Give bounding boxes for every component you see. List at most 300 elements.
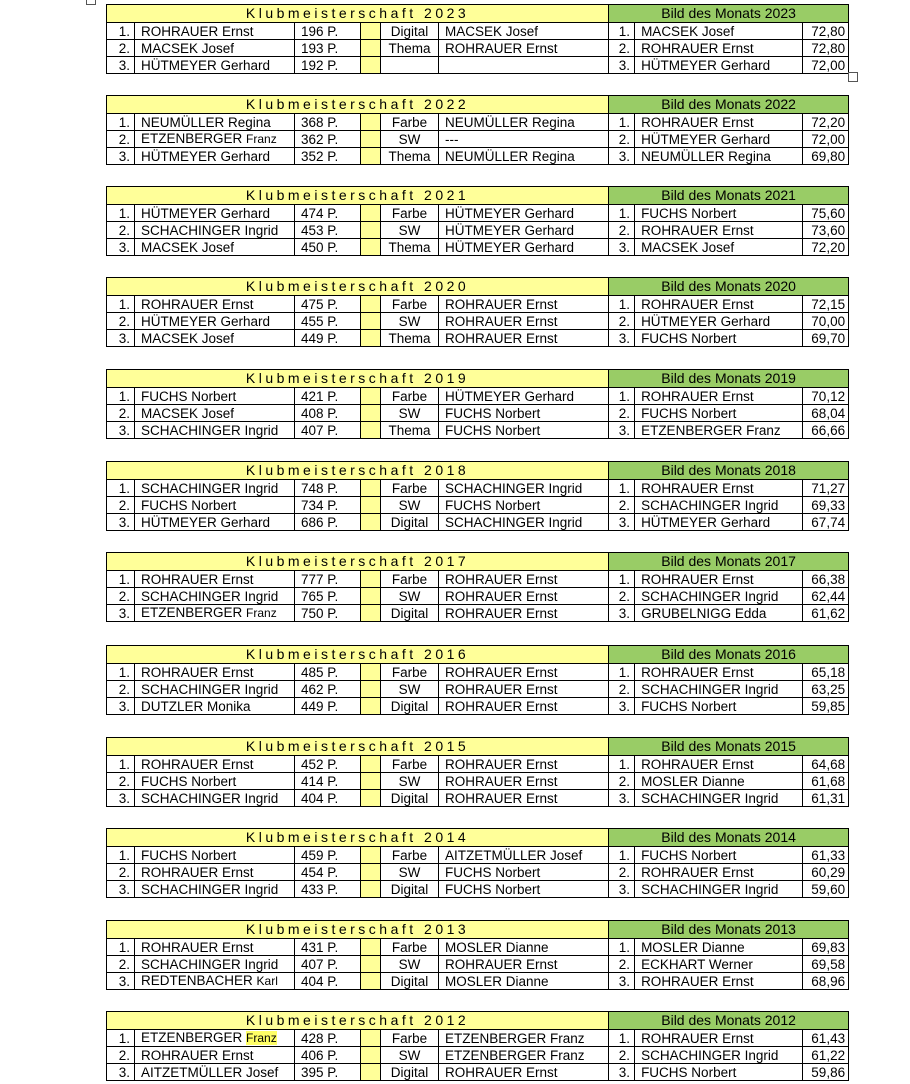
bdm-name: ETZENBERGER Franz — [635, 422, 803, 439]
table-row — [107, 571, 849, 588]
points: 449 P. — [295, 330, 361, 347]
bdm-score: 61,22 — [803, 1047, 849, 1064]
member-name: FUCHS Norbert — [135, 847, 295, 864]
bild-des-monats-header: Bild des Monats 2022 — [609, 96, 849, 114]
category: Farbe — [381, 480, 439, 497]
highlight-cell — [361, 698, 381, 715]
bdm-rank: 1. — [609, 480, 635, 497]
member-name: MACSEK Josef — [135, 239, 295, 256]
bild-des-monats-header: Bild des Monats 2023 — [609, 5, 849, 23]
member-firstname: Franz — [246, 606, 277, 620]
table-row — [107, 131, 849, 148]
bdm-score: 68,04 — [803, 405, 849, 422]
member-name: SCHACHINGER Ingrid — [135, 956, 295, 973]
year-block-2016 — [106, 645, 848, 715]
highlight-cell — [361, 1047, 381, 1064]
bdm-score: 60,29 — [803, 864, 849, 881]
rank: 3. — [107, 57, 135, 74]
table-row — [107, 756, 849, 773]
rank: 3. — [107, 881, 135, 898]
highlight-cell — [361, 956, 381, 973]
table-row — [107, 773, 849, 790]
points: 453 P. — [295, 222, 361, 239]
category: SW — [381, 497, 439, 514]
bdm-name: FUCHS Norbert — [635, 1064, 803, 1081]
bdm-rank: 2. — [609, 131, 635, 148]
bdm-rank: 3. — [609, 148, 635, 165]
bdm-score: 75,60 — [803, 205, 849, 222]
category-winner: ETZENBERGER Franz — [439, 1030, 609, 1047]
table-row — [107, 790, 849, 807]
member-name: SCHACHINGER Ingrid — [135, 222, 295, 239]
rank: 2. — [107, 222, 135, 239]
rank: 1. — [107, 114, 135, 131]
klubmeisterschaft-header: Klubmeisterschaft 2023 — [107, 5, 609, 23]
category: SW — [381, 313, 439, 330]
table-row — [107, 605, 849, 622]
bdm-name: ROHRAUER Ernst — [635, 480, 803, 497]
bdm-score: 69,83 — [803, 939, 849, 956]
table-row — [107, 939, 849, 956]
rank: 3. — [107, 148, 135, 165]
year-block-2013 — [106, 920, 848, 990]
points: 433 P. — [295, 881, 361, 898]
rank: 2. — [107, 497, 135, 514]
bdm-score: 67,74 — [803, 514, 849, 531]
member-name: ROHRAUER Ernst — [135, 571, 295, 588]
selection-handle-top-left[interactable] — [86, 0, 96, 5]
bdm-name: ECKHART Werner — [635, 956, 803, 973]
member-name: ROHRAUER Ernst — [135, 756, 295, 773]
category: Digital — [381, 881, 439, 898]
table-row — [107, 148, 849, 165]
rank: 1. — [107, 205, 135, 222]
table-row — [107, 588, 849, 605]
results-table — [106, 95, 849, 165]
category: Digital — [381, 790, 439, 807]
table-row — [107, 205, 849, 222]
results-table — [106, 277, 849, 347]
category: SW — [381, 405, 439, 422]
bdm-name: FUCHS Norbert — [635, 330, 803, 347]
category: SW — [381, 773, 439, 790]
bdm-rank: 1. — [609, 939, 635, 956]
rank: 1. — [107, 296, 135, 313]
table-row — [107, 480, 849, 497]
bdm-rank: 1. — [609, 847, 635, 864]
category: SW — [381, 1047, 439, 1064]
category: Farbe — [381, 296, 439, 313]
selection-handle-right[interactable] — [848, 72, 858, 82]
klubmeisterschaft-header: Klubmeisterschaft 2020 — [107, 278, 609, 296]
rank: 1. — [107, 939, 135, 956]
klubmeisterschaft-header: Klubmeisterschaft 2012 — [107, 1012, 609, 1030]
bdm-score: 61,43 — [803, 1030, 849, 1047]
category-winner: MOSLER Dianne — [439, 939, 609, 956]
bdm-score: 72,15 — [803, 296, 849, 313]
points: 407 P. — [295, 422, 361, 439]
category: Farbe — [381, 664, 439, 681]
points: 421 P. — [295, 388, 361, 405]
table-row — [107, 881, 849, 898]
bdm-rank: 3. — [609, 514, 635, 531]
bild-des-monats-header: Bild des Monats 2012 — [609, 1012, 849, 1030]
member-name: SCHACHINGER Ingrid — [135, 480, 295, 497]
bdm-name: SCHACHINGER Ingrid — [635, 681, 803, 698]
rank: 2. — [107, 864, 135, 881]
bdm-score: 72,00 — [803, 131, 849, 148]
highlight-cell — [361, 790, 381, 807]
category: Farbe — [381, 205, 439, 222]
category-winner: ROHRAUER Ernst — [439, 790, 609, 807]
points: 395 P. — [295, 1064, 361, 1081]
rank: 3. — [107, 239, 135, 256]
category-winner: NEUMÜLLER Regina — [439, 114, 609, 131]
member-name: SCHACHINGER Ingrid — [135, 881, 295, 898]
category: SW — [381, 588, 439, 605]
bdm-rank: 2. — [609, 313, 635, 330]
bdm-name: ROHRAUER Ernst — [635, 1030, 803, 1047]
bdm-name: ROHRAUER Ernst — [635, 756, 803, 773]
year-block-2019 — [106, 369, 848, 439]
member-name: ETZENBERGER Franz — [135, 605, 295, 622]
category-winner: FUCHS Norbert — [439, 864, 609, 881]
table-row — [107, 330, 849, 347]
bdm-rank: 2. — [609, 588, 635, 605]
category: SW — [381, 864, 439, 881]
category-winner: ROHRAUER Ernst — [439, 313, 609, 330]
bdm-rank: 3. — [609, 605, 635, 622]
bild-des-monats-header: Bild des Monats 2017 — [609, 553, 849, 571]
bdm-rank: 3. — [609, 881, 635, 898]
bdm-score: 59,60 — [803, 881, 849, 898]
category: Farbe — [381, 847, 439, 864]
bdm-score: 69,33 — [803, 497, 849, 514]
member-name: HÜTMEYER Gerhard — [135, 57, 295, 74]
category-winner: SCHACHINGER Ingrid — [439, 480, 609, 497]
bdm-rank: 1. — [609, 571, 635, 588]
highlight-cell — [361, 131, 381, 148]
rank: 2. — [107, 313, 135, 330]
bdm-rank: 2. — [609, 1047, 635, 1064]
category: Thema — [381, 330, 439, 347]
category: Farbe — [381, 571, 439, 588]
member-name: HÜTMEYER Gerhard — [135, 313, 295, 330]
points: 455 P. — [295, 313, 361, 330]
points: 454 P. — [295, 864, 361, 881]
bdm-name: FUCHS Norbert — [635, 698, 803, 715]
bdm-score: 70,00 — [803, 313, 849, 330]
bdm-rank: 2. — [609, 773, 635, 790]
category: SW — [381, 681, 439, 698]
member-name: ROHRAUER Ernst — [135, 23, 295, 40]
category: Thema — [381, 239, 439, 256]
highlight-cell — [361, 847, 381, 864]
bdm-score: 72,20 — [803, 114, 849, 131]
highlight-cell — [361, 1030, 381, 1047]
bdm-rank: 3. — [609, 1064, 635, 1081]
highlight-cell — [361, 773, 381, 790]
member-name: ROHRAUER Ernst — [135, 1047, 295, 1064]
member-name: SCHACHINGER Ingrid — [135, 790, 295, 807]
table-row — [107, 1064, 849, 1081]
category-winner: MOSLER Dianne — [439, 973, 609, 990]
klubmeisterschaft-header: Klubmeisterschaft 2016 — [107, 646, 609, 664]
klubmeisterschaft-header: Klubmeisterschaft 2017 — [107, 553, 609, 571]
bdm-name: ROHRAUER Ernst — [635, 664, 803, 681]
rank: 1. — [107, 756, 135, 773]
year-block-2015 — [106, 737, 848, 807]
rank: 2. — [107, 588, 135, 605]
bdm-name: ROHRAUER Ernst — [635, 296, 803, 313]
highlight-cell — [361, 571, 381, 588]
bdm-name: FUCHS Norbert — [635, 847, 803, 864]
klubmeisterschaft-header: Klubmeisterschaft 2014 — [107, 829, 609, 847]
rank: 1. — [107, 480, 135, 497]
highlight-cell — [361, 388, 381, 405]
category-winner: FUCHS Norbert — [439, 497, 609, 514]
year-block-2017 — [106, 552, 848, 622]
category-winner: AITZETMÜLLER Josef — [439, 847, 609, 864]
table-row — [107, 114, 849, 131]
highlight-cell — [361, 23, 381, 40]
bdm-score: 69,70 — [803, 330, 849, 347]
highlight-cell — [361, 681, 381, 698]
table-row — [107, 497, 849, 514]
rank: 3. — [107, 605, 135, 622]
bdm-name: HÜTMEYER Gerhard — [635, 514, 803, 531]
klubmeisterschaft-header: Klubmeisterschaft 2021 — [107, 187, 609, 205]
category: Digital — [381, 514, 439, 531]
bdm-rank: 1. — [609, 296, 635, 313]
member-firstname: Karl — [256, 974, 278, 988]
points: 352 P. — [295, 148, 361, 165]
highlight-cell — [361, 40, 381, 57]
bdm-rank: 1. — [609, 23, 635, 40]
bdm-rank: 1. — [609, 1030, 635, 1047]
highlight-cell — [361, 497, 381, 514]
bdm-rank: 2. — [609, 956, 635, 973]
bdm-name: ROHRAUER Ernst — [635, 114, 803, 131]
member-name: SCHACHINGER Ingrid — [135, 588, 295, 605]
highlight-cell — [361, 480, 381, 497]
rank: 2. — [107, 681, 135, 698]
results-table — [106, 828, 849, 898]
points: 431 P. — [295, 939, 361, 956]
category-winner: HÜTMEYER Gerhard — [439, 388, 609, 405]
points: 462 P. — [295, 681, 361, 698]
highlight-cell — [361, 605, 381, 622]
bild-des-monats-header: Bild des Monats 2019 — [609, 370, 849, 388]
bdm-rank: 1. — [609, 664, 635, 681]
category-winner: ROHRAUER Ernst — [439, 40, 609, 57]
klubmeisterschaft-header: Klubmeisterschaft 2022 — [107, 96, 609, 114]
category-winner: ROHRAUER Ernst — [439, 756, 609, 773]
bild-des-monats-header: Bild des Monats 2014 — [609, 829, 849, 847]
member-name: SCHACHINGER Ingrid — [135, 422, 295, 439]
category: Digital — [381, 1064, 439, 1081]
member-name: ROHRAUER Ernst — [135, 664, 295, 681]
category-winner: ROHRAUER Ernst — [439, 664, 609, 681]
member-name: MACSEK Josef — [135, 405, 295, 422]
bdm-score: 63,25 — [803, 681, 849, 698]
bdm-rank: 2. — [609, 40, 635, 57]
highlight-cell — [361, 205, 381, 222]
rank: 3. — [107, 330, 135, 347]
category: SW — [381, 956, 439, 973]
table-row — [107, 956, 849, 973]
bdm-name: HÜTMEYER Gerhard — [635, 131, 803, 148]
bdm-rank: 1. — [609, 388, 635, 405]
table-row — [107, 239, 849, 256]
bdm-score: 66,66 — [803, 422, 849, 439]
member-name: SCHACHINGER Ingrid — [135, 681, 295, 698]
bdm-score: 68,96 — [803, 973, 849, 990]
category: Farbe — [381, 1030, 439, 1047]
year-block-2021 — [106, 186, 848, 256]
highlight-cell — [361, 296, 381, 313]
points: 404 P. — [295, 973, 361, 990]
category-winner — [439, 57, 609, 74]
category-winner: ROHRAUER Ernst — [439, 588, 609, 605]
bdm-rank: 3. — [609, 330, 635, 347]
bild-des-monats-header: Bild des Monats 2013 — [609, 921, 849, 939]
category-winner: FUCHS Norbert — [439, 405, 609, 422]
points: 407 P. — [295, 956, 361, 973]
table-row — [107, 973, 849, 990]
member-name: NEUMÜLLER Regina — [135, 114, 295, 131]
highlight-cell — [361, 422, 381, 439]
highlight-cell — [361, 313, 381, 330]
table-row — [107, 1030, 849, 1047]
table-row — [107, 698, 849, 715]
results-table — [106, 186, 849, 256]
table-row — [107, 23, 849, 40]
category: SW — [381, 222, 439, 239]
member-firstname: Franz — [246, 1031, 277, 1045]
rank: 2. — [107, 773, 135, 790]
points: 193 P. — [295, 40, 361, 57]
bdm-name: SCHACHINGER Ingrid — [635, 1047, 803, 1064]
bdm-score: 69,58 — [803, 956, 849, 973]
rank: 3. — [107, 973, 135, 990]
highlight-cell — [361, 864, 381, 881]
table-row — [107, 40, 849, 57]
member-name: ETZENBERGER Franz — [135, 1030, 295, 1047]
highlight-cell — [361, 330, 381, 347]
member-name: FUCHS Norbert — [135, 773, 295, 790]
category: Farbe — [381, 939, 439, 956]
rank: 3. — [107, 514, 135, 531]
highlight-cell — [361, 939, 381, 956]
rank: 1. — [107, 23, 135, 40]
highlight-cell — [361, 588, 381, 605]
bdm-score: 69,80 — [803, 148, 849, 165]
points: 750 P. — [295, 605, 361, 622]
member-name: REDTENBACHER Karl — [135, 973, 295, 990]
rank: 3. — [107, 422, 135, 439]
bdm-score: 72,80 — [803, 40, 849, 57]
points: 449 P. — [295, 698, 361, 715]
category: Farbe — [381, 114, 439, 131]
results-table — [106, 4, 849, 74]
member-name: HÜTMEYER Gerhard — [135, 148, 295, 165]
rank: 1. — [107, 571, 135, 588]
highlight-cell — [361, 973, 381, 990]
highlight-cell — [361, 57, 381, 74]
points: 450 P. — [295, 239, 361, 256]
bdm-name: HÜTMEYER Gerhard — [635, 57, 803, 74]
member-name: MACSEK Josef — [135, 40, 295, 57]
bdm-rank: 3. — [609, 698, 635, 715]
category-winner: ROHRAUER Ernst — [439, 296, 609, 313]
table-row — [107, 405, 849, 422]
category-winner: NEUMÜLLER Regina — [439, 148, 609, 165]
year-block-2012 — [106, 1011, 848, 1081]
highlight-cell — [361, 756, 381, 773]
bdm-score: 61,62 — [803, 605, 849, 622]
rank: 1. — [107, 1030, 135, 1047]
bdm-name: ROHRAUER Ernst — [635, 973, 803, 990]
rank: 1. — [107, 664, 135, 681]
rank: 2. — [107, 40, 135, 57]
category-winner: MACSEK Josef — [439, 23, 609, 40]
year-block-2023 — [106, 4, 848, 74]
table-row — [107, 664, 849, 681]
rank: 3. — [107, 698, 135, 715]
bild-des-monats-header: Bild des Monats 2018 — [609, 462, 849, 480]
bdm-rank: 1. — [609, 205, 635, 222]
category-winner: ROHRAUER Ernst — [439, 773, 609, 790]
points: 748 P. — [295, 480, 361, 497]
bdm-rank: 3. — [609, 239, 635, 256]
category: SW — [381, 131, 439, 148]
bdm-name: HÜTMEYER Gerhard — [635, 313, 803, 330]
member-name: ETZENBERGER Franz — [135, 131, 295, 148]
category: Digital — [381, 973, 439, 990]
category-winner: ROHRAUER Ernst — [439, 681, 609, 698]
member-name: HÜTMEYER Gerhard — [135, 514, 295, 531]
bdm-name: NEUMÜLLER Regina — [635, 148, 803, 165]
results-table — [106, 552, 849, 622]
bdm-score: 66,38 — [803, 571, 849, 588]
bdm-rank: 2. — [609, 864, 635, 881]
category: Thema — [381, 148, 439, 165]
results-table — [106, 737, 849, 807]
points: 734 P. — [295, 497, 361, 514]
results-table — [106, 461, 849, 531]
highlight-cell — [361, 239, 381, 256]
points: 459 P. — [295, 847, 361, 864]
bdm-name: FUCHS Norbert — [635, 205, 803, 222]
rank: 2. — [107, 956, 135, 973]
bdm-name: SCHACHINGER Ingrid — [635, 790, 803, 807]
bdm-name: ROHRAUER Ernst — [635, 571, 803, 588]
bdm-rank: 2. — [609, 681, 635, 698]
bdm-score: 71,27 — [803, 480, 849, 497]
category-winner: HÜTMEYER Gerhard — [439, 222, 609, 239]
year-block-2018 — [106, 461, 848, 531]
member-name: AITZETMÜLLER Josef — [135, 1064, 295, 1081]
highlight-cell — [361, 405, 381, 422]
results-table — [106, 645, 849, 715]
category-winner: ROHRAUER Ernst — [439, 1064, 609, 1081]
highlight-cell — [361, 114, 381, 131]
category-winner: ETZENBERGER Franz — [439, 1047, 609, 1064]
highlight-cell — [361, 148, 381, 165]
rank: 2. — [107, 405, 135, 422]
bdm-rank: 2. — [609, 222, 635, 239]
